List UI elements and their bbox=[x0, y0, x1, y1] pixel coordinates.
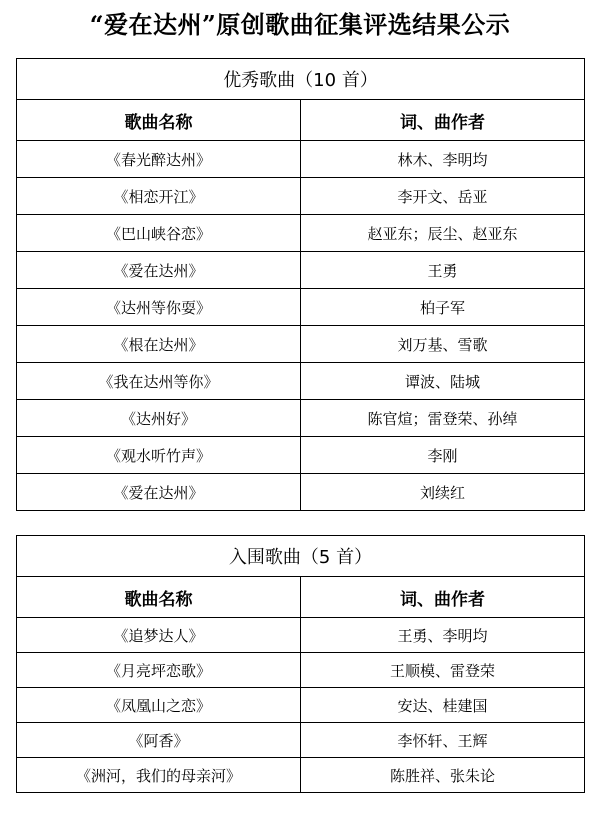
finalist-songs-table bbox=[16, 535, 585, 793]
song-name-cell: 《观水听竹声》 bbox=[17, 437, 301, 474]
table-row bbox=[17, 618, 585, 653]
table-row bbox=[17, 400, 585, 437]
section-title-excellent: 优秀歌曲（10 首） bbox=[17, 59, 585, 100]
table-row bbox=[17, 723, 585, 758]
table-row bbox=[17, 178, 585, 215]
table-row bbox=[17, 252, 585, 289]
table-row bbox=[17, 474, 585, 511]
song-name-cell: 《爱在达州》 bbox=[17, 474, 301, 511]
author-cell: 安达、桂建国 bbox=[301, 688, 585, 723]
song-name-cell: 《春光醉达州》 bbox=[17, 141, 301, 178]
column-header-author: 词、曲作者 bbox=[301, 577, 585, 618]
author-cell: 赵亚东；辰尘、赵亚东 bbox=[301, 215, 585, 252]
author-cell: 王勇、李明均 bbox=[301, 618, 585, 653]
author-cell: 林木、李明均 bbox=[301, 141, 585, 178]
section-header-row bbox=[17, 536, 585, 577]
author-cell: 李怀轩、王辉 bbox=[301, 723, 585, 758]
author-cell: 刘续红 bbox=[301, 474, 585, 511]
author-cell: 陈胜祥、张朱论 bbox=[301, 758, 585, 793]
column-header-row bbox=[17, 100, 585, 141]
column-header-author: 词、曲作者 bbox=[301, 100, 585, 141]
page-title: “爱在达州”原创歌曲征集评选结果公示 bbox=[89, 10, 511, 39]
song-name-cell: 《阿香》 bbox=[17, 723, 301, 758]
author-cell: 王顺模、雷登荣 bbox=[301, 653, 585, 688]
section-header-row bbox=[17, 59, 585, 100]
song-name-cell: 《月亮坪恋歌》 bbox=[17, 653, 301, 688]
song-name-cell: 《凤凰山之恋》 bbox=[17, 688, 301, 723]
song-name-cell: 《爱在达州》 bbox=[17, 252, 301, 289]
song-name-cell: 《追梦达人》 bbox=[17, 618, 301, 653]
author-cell: 王勇 bbox=[301, 252, 585, 289]
section-title-finalist: 入围歌曲（5 首） bbox=[17, 536, 585, 577]
song-name-cell: 《巴山峡谷恋》 bbox=[17, 215, 301, 252]
table-row bbox=[17, 363, 585, 400]
table-row bbox=[17, 653, 585, 688]
table-row bbox=[17, 437, 585, 474]
column-header-row bbox=[17, 577, 585, 618]
table-row bbox=[17, 688, 585, 723]
column-header-song-name: 歌曲名称 bbox=[17, 100, 301, 141]
table-row bbox=[17, 141, 585, 178]
song-name-cell: 《达州等你耍》 bbox=[17, 289, 301, 326]
author-cell: 柏子军 bbox=[301, 289, 585, 326]
author-cell: 李刚 bbox=[301, 437, 585, 474]
table-row bbox=[17, 758, 585, 793]
song-name-cell: 《相恋开江》 bbox=[17, 178, 301, 215]
song-name-cell: 《根在达州》 bbox=[17, 326, 301, 363]
author-cell: 谭波、陆城 bbox=[301, 363, 585, 400]
table-row bbox=[17, 215, 585, 252]
song-name-cell: 《我在达州等你》 bbox=[17, 363, 301, 400]
column-header-song-name: 歌曲名称 bbox=[17, 577, 301, 618]
table-row bbox=[17, 289, 585, 326]
author-cell: 陈官煊；雷登荣、孙绰 bbox=[301, 400, 585, 437]
excellent-songs-table bbox=[16, 58, 585, 511]
song-name-cell: 《洲河，我们的母亲河》 bbox=[17, 758, 301, 793]
table-row bbox=[17, 326, 585, 363]
song-name-cell: 《达州好》 bbox=[17, 400, 301, 437]
author-cell: 李开文、岳亚 bbox=[301, 178, 585, 215]
author-cell: 刘万基、雪歌 bbox=[301, 326, 585, 363]
